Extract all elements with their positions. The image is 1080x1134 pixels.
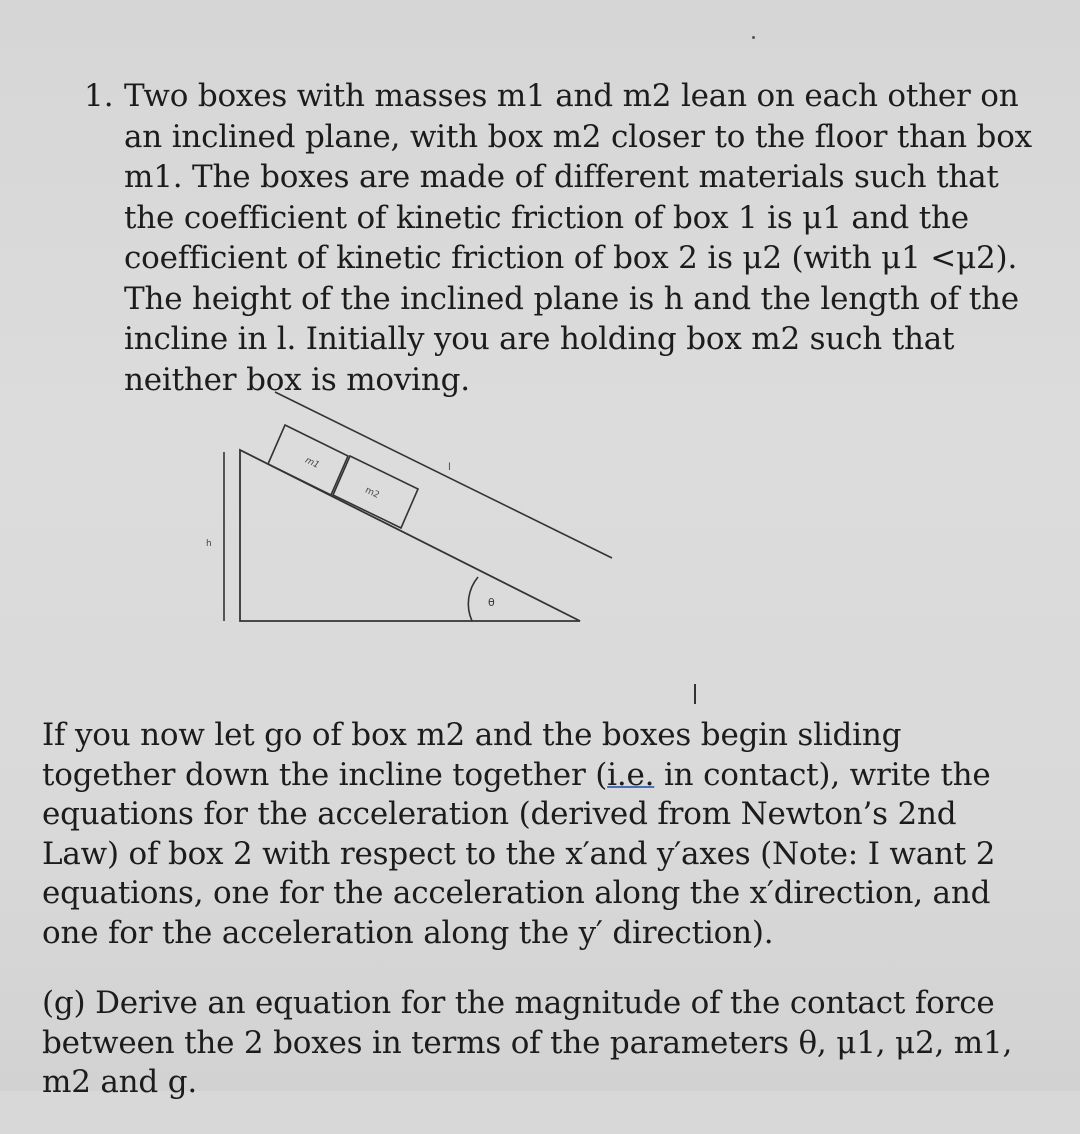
box-m1-label: m1 [303,455,321,471]
part-g [42,953,1042,1134]
question-part-1: If you now let go of box m2 and the boxes begin sliding together down the incline together ( [42,717,902,793]
ie-link[interactable]: i.e. [607,756,655,793]
problem-statement [124,76,1044,400]
length-line [275,392,612,558]
question-text [42,716,1042,953]
part-g-text: (g) Derive an equation for the magnitude of the contact force between the 2 boxes in terms of the parameters θ, μ1, μ2, m1, m2 and g. [42,985,1013,1100]
question-paragraph [42,716,1042,953]
length-label: l [448,462,451,473]
problem-statement-text: Two boxes with masses m1 and m2 lean on each other on an inclined plane, with box m2 closer to the floor than box m1. The boxes are made of different materials such that the coefficient of kinetic friction of box 1 is μ1 and the coefficient of kinetic friction of box 2 is μ2 (with μ1 <μ2). The height of the inclined plane is h and the length of the incline in l. Initially you are holding box m2 such that neither box is moving. [124,78,1032,398]
problem-number: 1. [84,78,114,114]
question-part-2: in contact), write the equations for the acceleration (derived from Newton’s 2nd Law) of box 2 with respect to the x′and y′axes (Note: I want 2 equations, one for the acceleration along the x′direction, and one for the acceleration along the y′ direction). [42,756,996,951]
angle-label: θ [488,596,495,609]
angle-arc [468,577,478,621]
incline-diagram [190,380,630,640]
speck [752,36,755,39]
height-label: h [206,539,212,549]
text-cursor [694,684,696,704]
box-m2-label: m2 [363,485,381,501]
